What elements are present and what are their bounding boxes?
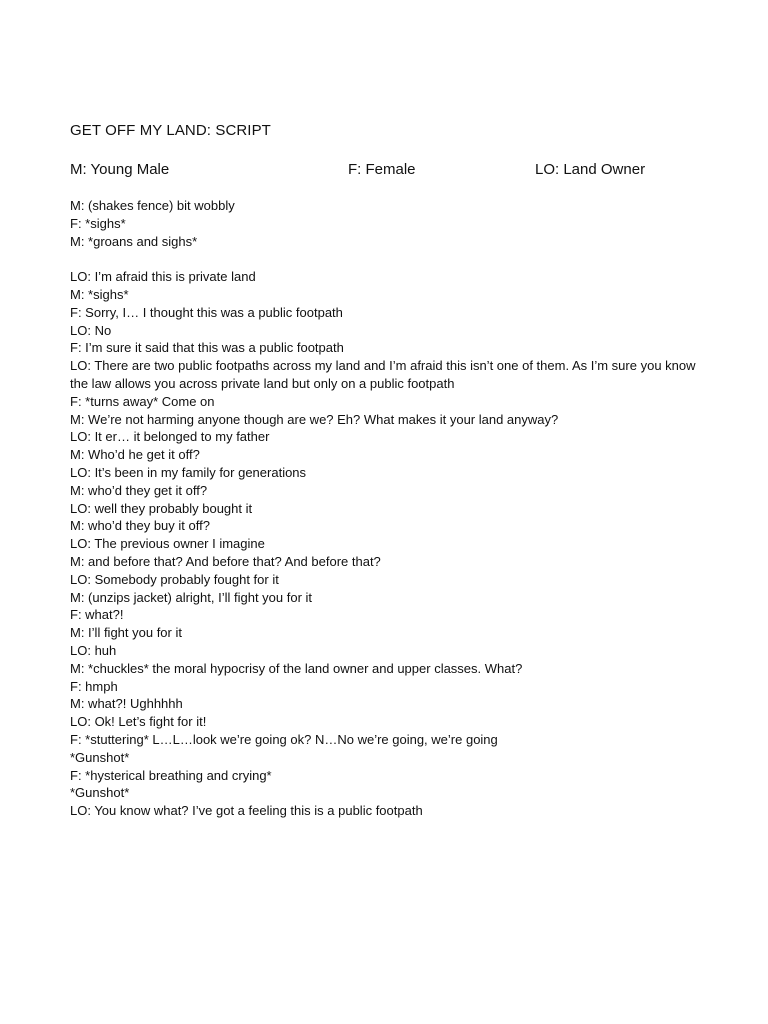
script-line: M: *groans and sighs*: [70, 233, 198, 249]
cast-young-male: M: Young Male: [70, 161, 170, 178]
page-title: GET OFF MY LAND: SCRIPT: [70, 122, 271, 139]
cast-female: F: Female: [348, 161, 416, 178]
script-line: LO: The previous owner I imagine: [70, 536, 265, 552]
script-line: LO: huh: [70, 642, 117, 658]
script-line: F: what?!: [70, 607, 124, 623]
cast-list: [70, 161, 710, 181]
script-line: F: hmph: [70, 678, 118, 694]
script-line: F: I’m sure it said that this was a public footpath: [70, 340, 344, 356]
script-line: M: and before that? And before that? And before that?: [70, 553, 381, 569]
script-line: LO: You know what? I’ve got a feeling this is a public footpath: [70, 803, 423, 819]
script-line: F: *turns away* Come on: [70, 393, 215, 409]
script-line: LO: Ok! Let’s fight for it!: [70, 714, 207, 730]
script-body: [70, 197, 710, 820]
script-line: F: *sighs*: [70, 215, 126, 231]
script-line: M: We’re not harming anyone though are we? Eh? What makes it your land anyway?: [70, 411, 559, 427]
script-line: F: *hysterical breathing and crying*: [70, 767, 272, 783]
script-line: M: *chuckles* the moral hypocrisy of the land owner and upper classes. What?: [70, 660, 523, 676]
script-line: M: who’d they buy it off?: [70, 518, 210, 534]
script-line: LO: It’s been in my family for generations: [70, 464, 307, 480]
script-line: *Gunshot*: [70, 749, 130, 765]
script-line: M: (unzips jacket) alright, I’ll fight you for it: [70, 589, 313, 605]
script-line: LO: There are two public footpaths across my land and I’m afraid this isn’t one of them. As I’m sure you know the law allows you across private land but only on a public footpath: [70, 358, 696, 391]
script-line: LO: It er… it belonged to my father: [70, 429, 270, 445]
script-block-dialogue: [70, 268, 710, 820]
script-line: F: *stuttering* L…L…look we’re going ok? N…No we’re going, we’re going: [70, 731, 498, 747]
script-line: M: (shakes fence) bit wobbly: [70, 198, 235, 213]
script-line: M: I’ll fight you for it: [70, 625, 182, 641]
script-line: M: who’d they get it off?: [70, 482, 208, 498]
script-line: *Gunshot*: [70, 785, 130, 801]
script-line: LO: No: [70, 322, 112, 338]
script-line: M: Who’d he get it off?: [70, 447, 200, 463]
script-line: LO: Somebody probably fought for it: [70, 571, 279, 587]
cast-land-owner: LO: Land Owner: [535, 161, 646, 178]
script-page: [70, 122, 710, 820]
script-line: LO: well they probably bought it: [70, 500, 253, 516]
script-line: M: *sighs*: [70, 286, 129, 302]
script-line: M: what?! Ughhhhh: [70, 696, 183, 712]
script-line: F: Sorry, I… I thought this was a public footpath: [70, 304, 343, 320]
script-block-opening: [70, 197, 710, 250]
block-spacer: [70, 250, 710, 268]
script-line: LO: I’m afraid this is private land: [70, 269, 256, 285]
